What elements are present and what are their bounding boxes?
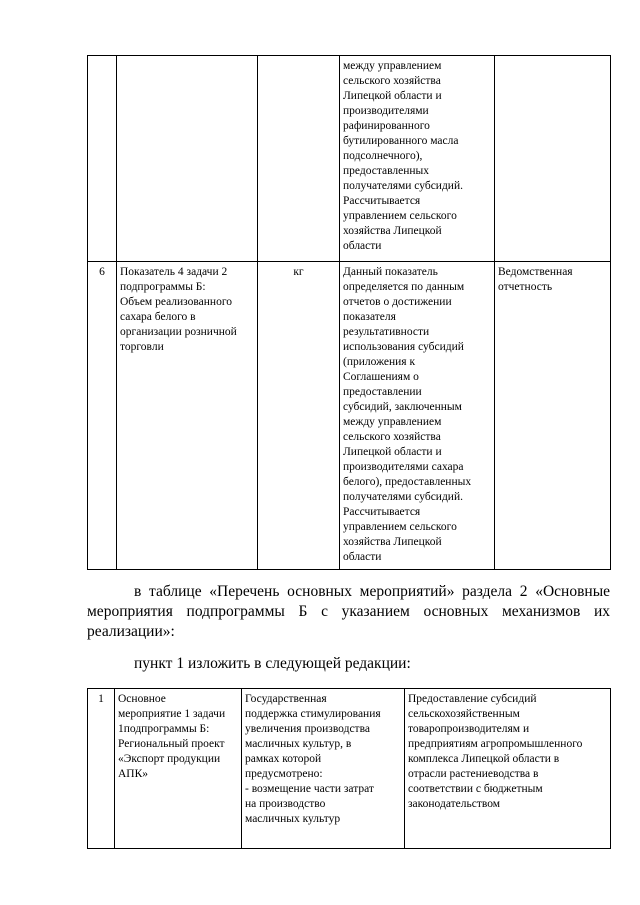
row-number (88, 56, 117, 262)
source-cell (495, 56, 611, 262)
table-row (88, 689, 611, 849)
instruction-paragraph: в таблице «Перечень основных мероприятий» раздела 2 «Основные мероприятия подпрограммы Б с указанием основных механизмов их реализации»: (87, 583, 610, 640)
indicators-table (87, 55, 611, 570)
measures-table (87, 688, 611, 849)
event-mechanism: Предоставление субсидий сельскохозяйственным товаропроизводителям и предприятиям агропромышленного комплекса Липецкой области в отрасли растениеводства в соответствии с бюджетным законодательством (405, 689, 611, 849)
table-row (88, 56, 611, 262)
method-cell: между управлением сельского хозяйства Липецкой области и производителями рафинированного бутилированного масла подсолнечного), предоставленных получателями субсидий. Рассчитывается управлением сельского хозяйства Липецкой области (340, 56, 495, 262)
method-cell: Данный показатель определяется по данным отчетов о достижении показателя результативности использования субсидий (приложения к Соглашениям о предоставлении субсидий, заключенным между управлением сельского хозяйства Липецкой области и производителями сахара белого), предоставленных получателями субсидий. Рассчитывается управлением сельского хозяйства Липецкой области (340, 262, 495, 570)
row-number: 6 (88, 262, 117, 570)
row-number: 1 (88, 689, 115, 849)
unit-cell (258, 56, 340, 262)
indicator-name: Показатель 4 задачи 2 подпрограммы Б: Объем реализованного сахара белого в организации розничной торговли (117, 262, 258, 570)
event-name: Основное мероприятие 1 задачи 1подпрограммы Б: Региональный проект «Экспорт продукции АПК» (115, 689, 242, 849)
table-row (88, 262, 611, 570)
source-cell: Ведомственная отчетность (495, 262, 611, 570)
instruction-paragraph-point: пункт 1 изложить в следующей редакции: (134, 655, 411, 672)
event-description: Государственная поддержка стимулирования увеличения производства масличных культур, в рамках которой предусмотрено: - возмещение части затрат на производство масличных культур (242, 689, 405, 849)
unit-cell: кг (258, 262, 340, 570)
indicator-name (117, 56, 258, 262)
